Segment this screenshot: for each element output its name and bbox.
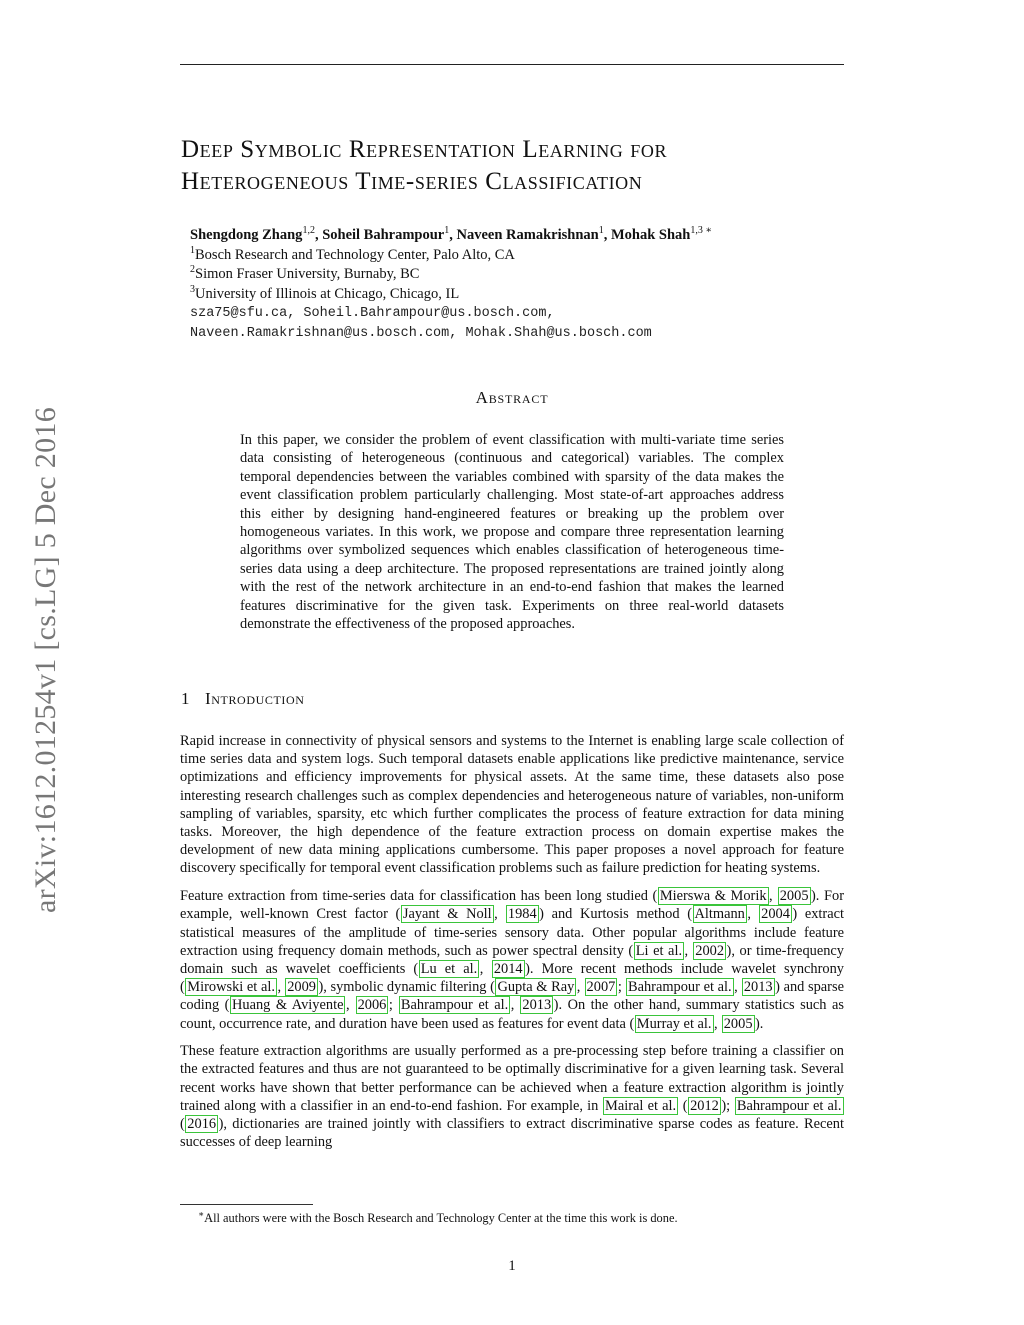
citation-link[interactable]: Bahrampour et al. bbox=[736, 1097, 842, 1114]
text-run: These feature extraction algorithms are usually performed as a pre-processing step before training a classifier on the extracted features and thus are not guaranteed to be optimally discriminative for a given learning task. Several recent works have shown that better performance can be achieved when a feature extraction algorithm is jointly trained along with a classifier in an end-to-end fashion. For example, in bbox=[180, 1043, 844, 1114]
text-run: ; bbox=[388, 997, 399, 1014]
text-run: , bbox=[576, 979, 585, 996]
text-run: ) and sparse coding ( bbox=[180, 979, 844, 1014]
text-run: , bbox=[747, 906, 759, 923]
citation-link[interactable]: Gupta & Ray bbox=[497, 979, 575, 996]
text-run: ; bbox=[617, 979, 626, 996]
top-rule bbox=[180, 64, 844, 65]
email-line-2[interactable]: Naveen.Ramakrishnan@us.bosch.com, Mohak.Shah@us.bosch.com bbox=[190, 325, 652, 341]
citation-link[interactable]: 2012 bbox=[690, 1097, 719, 1114]
author-affil-mark: 1,2 bbox=[302, 225, 315, 237]
section-number: 1 bbox=[181, 689, 191, 708]
citation-link[interactable]: 1984 bbox=[507, 906, 537, 923]
paper-title bbox=[181, 134, 861, 198]
text-run: , bbox=[277, 979, 285, 996]
text-run: ). For example, well-known Crest factor ( bbox=[180, 888, 844, 923]
citation-link[interactable]: 2004 bbox=[761, 906, 790, 923]
affil-text: Simon Fraser University, Burnaby, BC bbox=[195, 266, 420, 282]
citation-link[interactable]: 2005 bbox=[779, 888, 809, 905]
author-names bbox=[190, 226, 830, 246]
section-heading bbox=[181, 689, 305, 709]
author-separator: , bbox=[603, 227, 611, 243]
text-run: ); bbox=[721, 1097, 735, 1114]
author-name: Shengdong Zhang bbox=[190, 227, 303, 243]
text-run: ), symbolic dynamic filtering ( bbox=[318, 979, 495, 996]
email-line-1[interactable]: sza75@sfu.ca, Soheil.Bahrampour@us.bosch.com, bbox=[190, 306, 555, 321]
paragraph bbox=[180, 887, 844, 1033]
citation-link[interactable]: Bahrampour et al. bbox=[627, 979, 732, 996]
paragraph: Rapid increase in connectivity of physical sensors and systems to the Internet is enabling large scale collection of time series data and system logs. Such temporal datasets enable applications like predictive maintenance, service optimizations and efficiency improvements for physical assets. At the same time, these datasets also pose interesting research challenges such as complex dependencies and heterogeneous nature of variables, non-uniform sampling of variables, sparsity, etc which further complicates the process of feature extraction for data mining tasks. Moreover, the high dependence of the feature extraction process on domain expertise makes the development of new data mining applications cumbersome. This paper proposes a novel approach for feature discovery specifically for temporal event classification problems such as failure prediction for heating systems. bbox=[180, 733, 844, 877]
citation-link[interactable]: Jayant & Noll bbox=[402, 906, 492, 923]
text-run: ( bbox=[180, 1116, 185, 1133]
citation-link[interactable]: 2013 bbox=[522, 997, 552, 1014]
author-affil-mark: 1,3 ∗ bbox=[690, 225, 713, 237]
affiliation bbox=[190, 265, 830, 285]
text-run: ), dictionaries are trained jointly with classifiers to extract discriminative sparse codes as feature. Recent successes of deep learning bbox=[180, 1116, 844, 1151]
affil-mark: 2 bbox=[190, 264, 195, 276]
footnote-text: All authors were with the Bosch Research and Technology Center at the time this work is done. bbox=[204, 1211, 678, 1226]
text-run: ). bbox=[755, 1015, 764, 1032]
text-run: Feature extraction from time-series data for classification has been long studied ( bbox=[180, 888, 658, 905]
section-body bbox=[180, 732, 844, 1161]
section-title: Introduction bbox=[205, 689, 305, 708]
footnote-mark: ∗ bbox=[198, 1209, 205, 1219]
citation-link[interactable]: Li et al. bbox=[635, 942, 683, 959]
text-run: ( bbox=[678, 1097, 688, 1114]
footnote bbox=[198, 1209, 678, 1226]
text-run: ). On the other hand, summary statistics such as count, occurrence rate, and duration have been used as features for event data ( bbox=[180, 997, 844, 1032]
arxiv-stamp[interactable]: arXiv:1612.01254v1 [cs.LG] 5 Dec 2016 bbox=[29, 407, 62, 913]
paragraph bbox=[180, 1042, 844, 1151]
abstract-heading: Abstract bbox=[475, 388, 549, 407]
affil-text: University of Illinois at Chicago, Chicago, IL bbox=[195, 285, 460, 302]
affiliation bbox=[190, 246, 830, 266]
text-run: ) and Kurtosis method ( bbox=[539, 906, 693, 923]
citation-link[interactable]: 2014 bbox=[493, 960, 523, 977]
author-name: Naveen Ramakrishnan bbox=[456, 227, 599, 243]
text-run: , bbox=[479, 960, 492, 977]
citation-link[interactable]: 2016 bbox=[187, 1116, 217, 1133]
citation-link[interactable]: 2009 bbox=[287, 979, 316, 996]
text-run: , bbox=[510, 997, 520, 1014]
author-affil-mark: 1 bbox=[598, 225, 604, 237]
abstract-text: In this paper, we consider the problem of event classification with multi-variate time series data consisting of heterogeneous (continuous and categorical) variables. The complex temporal dependencies between the variables combined with sparsity of the data makes the event classification problem particularly challenging. Most state-of-art approaches address this either by designing hand-engineered features or breaking up the problem over homogeneous variates. In this work, we propose and compare three representation learning algorithms over symbolized sequences which enables classification of heterogeneous time-series data using a deep architecture. The proposed representations are trained jointly along with the rest of the network architecture in an end-to-end fashion that makes the learned features discriminative for the given task. Experiments on three real-world datasets demonstrate the effectiveness of the proposed approaches. bbox=[240, 432, 784, 633]
text-run: , bbox=[734, 979, 742, 996]
citation-link[interactable]: 2013 bbox=[743, 979, 773, 996]
citation-link[interactable]: Bahrampour et al. bbox=[400, 997, 509, 1014]
citation-link[interactable]: Mirowski et al. bbox=[187, 979, 275, 996]
title-line-1: Deep Symbolic Representation Learning for bbox=[181, 136, 668, 163]
text-run: ) extract statistical measures of the amplitude of time-series sensory data. Other popular algorithms include feature extraction using frequency domain methods, such as power spectral density ( bbox=[180, 906, 844, 959]
text-run: , bbox=[684, 942, 693, 959]
author-block bbox=[190, 226, 830, 343]
author-separator: , bbox=[449, 227, 457, 243]
text-run: , bbox=[345, 997, 356, 1014]
text-run: , bbox=[714, 1015, 722, 1032]
author-affil-mark: 1 bbox=[444, 225, 450, 237]
title-line-2: Heterogeneous Time-series Classification bbox=[181, 168, 643, 195]
citation-link[interactable]: Lu et al. bbox=[420, 960, 478, 977]
affiliation bbox=[190, 285, 830, 305]
affil-mark: 1 bbox=[190, 244, 195, 256]
author-name: Mohak Shah bbox=[610, 227, 691, 243]
citation-link[interactable]: Mierswa & Morik bbox=[659, 888, 767, 905]
footnote-rule bbox=[180, 1204, 313, 1205]
citation-link[interactable]: Mairal et al. bbox=[605, 1097, 677, 1114]
page-number: 1 bbox=[508, 1258, 516, 1274]
text-run: , bbox=[769, 888, 778, 905]
citation-link[interactable]: Altmann bbox=[694, 906, 745, 923]
affil-text: Bosch Research and Technology Center, Palo Alto, CA bbox=[195, 246, 515, 263]
citation-link[interactable]: Murray et al. bbox=[636, 1015, 712, 1032]
citation-link[interactable]: 2006 bbox=[357, 997, 387, 1014]
citation-link[interactable]: 2007 bbox=[586, 979, 616, 996]
text-run: , bbox=[494, 906, 506, 923]
citation-link[interactable]: 2002 bbox=[695, 942, 725, 959]
author-name: Soheil Bahrampour bbox=[322, 227, 445, 243]
citation-link[interactable]: 2005 bbox=[723, 1015, 753, 1032]
text-run: ), or time-frequency domain such as wavelet coefficients ( bbox=[180, 942, 844, 977]
author-separator: , bbox=[314, 227, 323, 243]
affil-mark: 3 bbox=[190, 283, 195, 295]
text-run: ). More recent methods include wavelet synchrony ( bbox=[180, 960, 844, 996]
citation-link[interactable]: Huang & Aviyente bbox=[231, 997, 344, 1014]
